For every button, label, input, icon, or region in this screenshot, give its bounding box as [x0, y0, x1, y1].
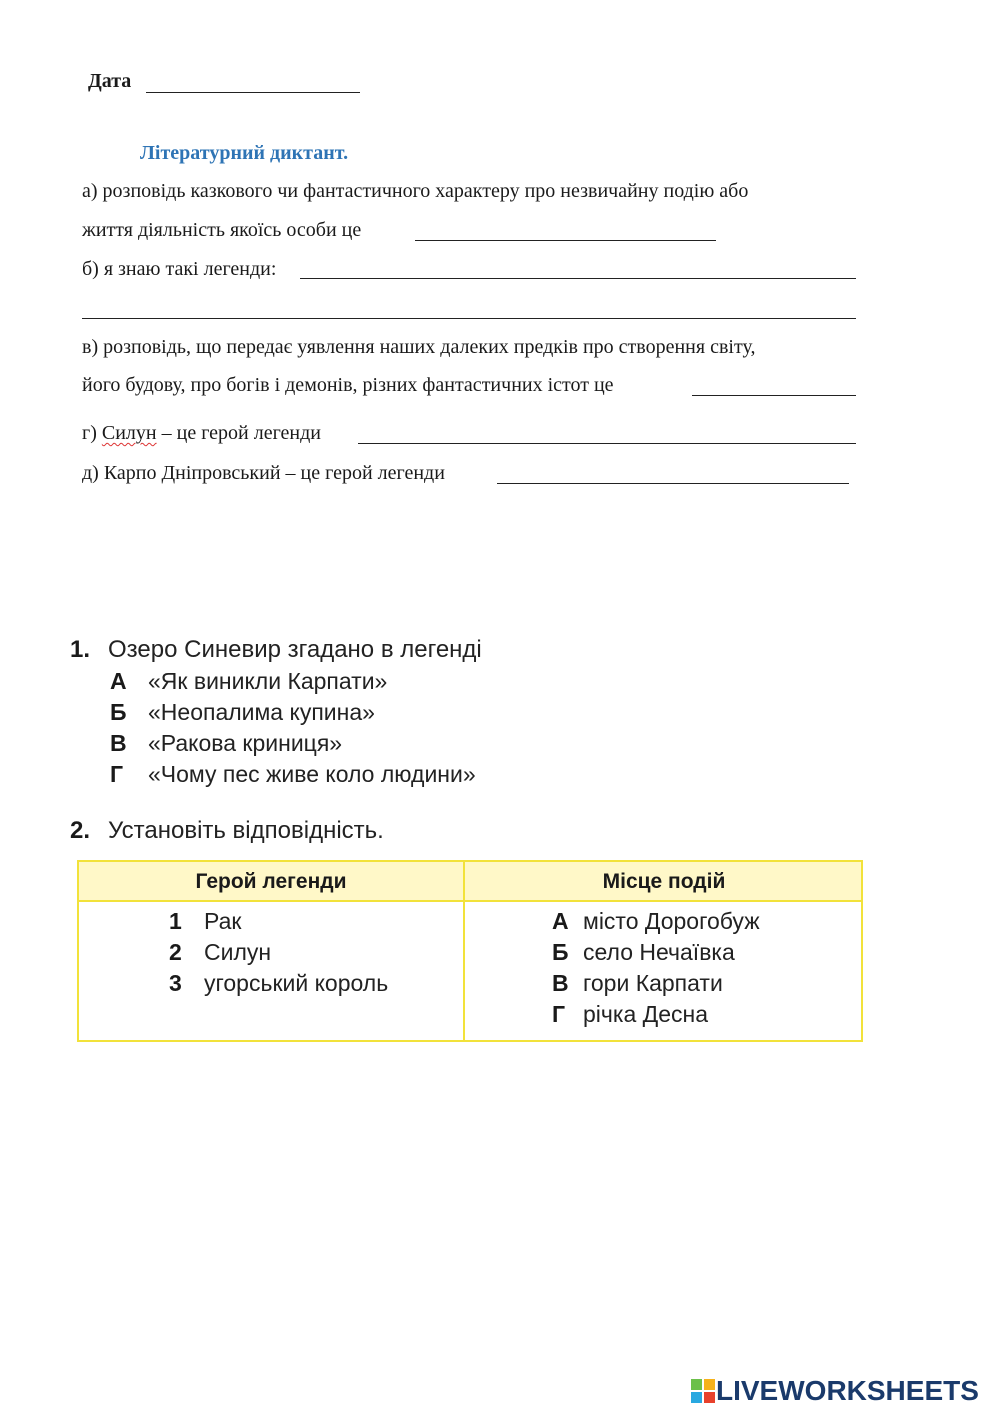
question1-text: Озеро Синевир згадано в легенді	[108, 636, 482, 663]
table-header-heroes: Герой легенди	[195, 870, 347, 893]
option-text[interactable]: «Неопалима купина»	[148, 699, 375, 725]
item-c-line2: його будову, про богів і демонів, різних фантастичних істот це	[82, 374, 614, 396]
item-g-word: Силун	[101, 422, 157, 444]
item-c-line1: в) розповідь, що передає уявлення наших далеких предків про створення світу,	[82, 336, 756, 358]
question1-number: 1.	[70, 636, 91, 663]
option-text[interactable]: «Ракова криниця»	[148, 730, 343, 756]
item-g-rest: – це герой легенди	[161, 422, 321, 444]
item-a-answer-line[interactable]	[415, 240, 716, 241]
item-g-line	[82, 423, 321, 443]
place-name[interactable]: гори Карпати	[583, 970, 723, 996]
place-name[interactable]: місто Дорогобуж	[583, 908, 760, 934]
question2-text: Установіть відповідність.	[108, 817, 384, 844]
matching-table	[77, 860, 863, 1042]
hero-number: 3	[169, 970, 182, 996]
hero-name[interactable]: угорський король	[204, 970, 389, 996]
liveworksheets-icon	[691, 1379, 715, 1403]
item-b-answer-line[interactable]	[300, 278, 856, 279]
place-name[interactable]: село Нечаївка	[583, 939, 735, 965]
item-g-prefix: г)	[82, 422, 97, 444]
item-d-answer-line[interactable]	[497, 483, 849, 484]
date-answer-line[interactable]	[146, 92, 360, 93]
place-letter: А	[552, 908, 569, 934]
question2-number: 2.	[70, 817, 91, 844]
place-name[interactable]: річка Десна	[583, 1001, 708, 1027]
option-letter: Б	[110, 699, 127, 725]
hero-name[interactable]: Рак	[204, 908, 242, 934]
hero-number: 1	[169, 908, 182, 934]
option-letter: А	[110, 668, 127, 694]
hero-number: 2	[169, 939, 182, 965]
option-text[interactable]: «Як виникли Карпати»	[148, 668, 388, 694]
place-letter: Б	[552, 939, 569, 965]
item-a-line1: а) розповідь казкового чи фантастичного характеру про незвичайну подію або	[82, 180, 749, 202]
item-b-answer-line-2[interactable]	[82, 318, 856, 319]
date-label: Дата	[88, 70, 132, 92]
option-letter: Г	[110, 761, 124, 787]
item-a-line2: життя діяльність якоїсь особи це	[82, 219, 362, 241]
item-g-answer-line[interactable]	[358, 443, 856, 444]
liveworksheets-wordmark: LIVEWORKSHEETS	[716, 1375, 979, 1406]
item-b-line: б) я знаю такі легенди:	[82, 258, 277, 280]
item-c-answer-line[interactable]	[692, 395, 856, 396]
option-text[interactable]: «Чому пес живе коло людини»	[148, 761, 476, 787]
table-header-places: Місце подій	[602, 870, 726, 893]
hero-name[interactable]: Силун	[204, 939, 272, 965]
dictation-title: Літературний диктант.	[140, 142, 349, 164]
item-d-line: д) Карпо Дніпровський – це герой легенди	[82, 462, 445, 484]
option-letter: В	[110, 730, 127, 756]
place-letter: В	[552, 970, 569, 996]
place-letter: Г	[552, 1001, 566, 1027]
